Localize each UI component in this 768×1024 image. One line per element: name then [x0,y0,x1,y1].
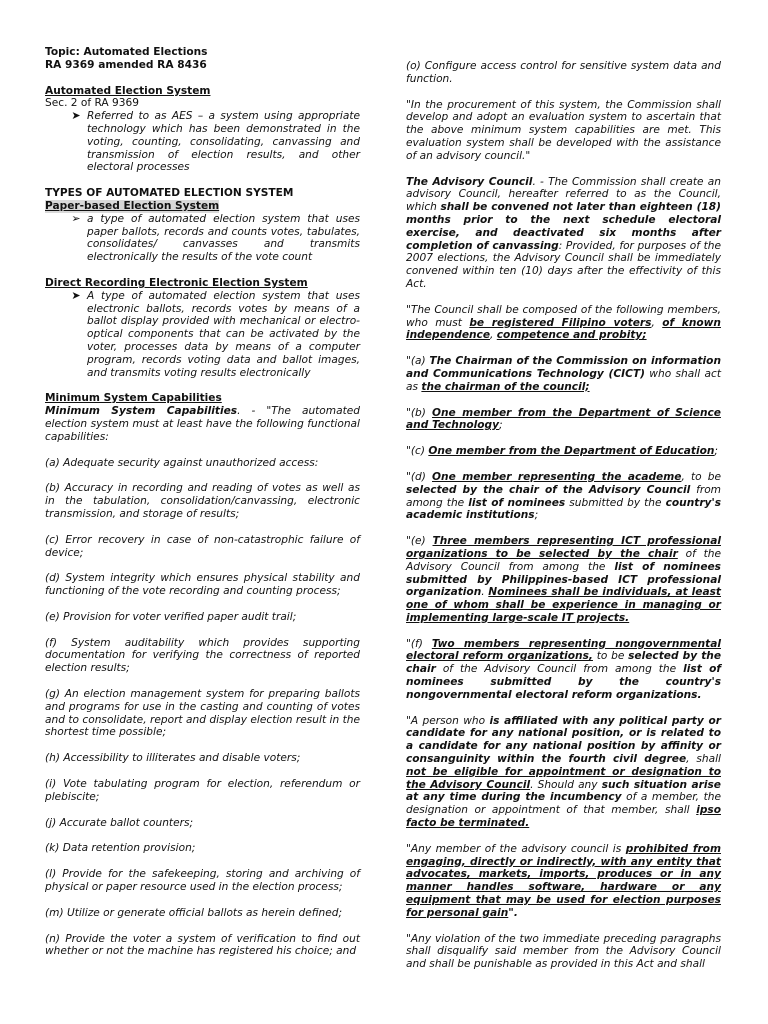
right-column [406,60,721,971]
advisory-council-title: The Advisory Council [406,175,533,188]
member-b: "(b) One member from the Department of Science and Technology; [406,406,721,432]
aes-bullet-text: Referred to as AES – a system using appropriate technology which has been demonstrated in the voting, counting, consolidating, canvassing and transmission of election results, and other electoral processes [87,110,360,174]
ra-line: RA 9369 amended RA 8436 [45,58,207,71]
aes-bullet [45,110,360,174]
list-item: (n) Provide the voter a system of verification to find out whether or not the machine has registered his choice; and [45,932,360,958]
min-heading: Minimum System Capabilities [45,392,222,405]
dre-heading: Direct Recording Electronic Election System [45,276,308,289]
left-column [45,46,360,958]
aes-heading: Automated Election System [45,84,211,97]
paper-heading: Paper-based Election System [45,199,220,212]
dre-bullet [45,290,360,380]
procurement-paragraph: "In the procurement of this system, the Commission shall develop and adopt an evaluation system to ascertain that the above minimum system capabilities are met. This evaluation system shall be developed with the assistance of an advisory council." [406,98,721,162]
aes-section: Sec. 2 of RA 9369 [45,97,139,110]
member-a: "(a) The Chairman of the Commission on information and Communications Technology (CICT) who shall act as the chairman of the council; [406,355,721,393]
triangle-bullet-icon: ➢ [71,211,81,225]
min-intro [45,405,360,443]
list-item: (l) Provide for the safekeeping, storing and archiving of physical or paper resource used in the election process; [45,868,360,894]
eligibility-paragraph: "A person who is affiliated with any political party or candidate for any national position, or is related to a candidate for any national position by affinity or consanguinity within the fourth civil degree, shall not be eligible for appointment or designation to the Advisory Council. Should any such situation arise at any time during the incumbency of a member, the designation or appointment of that member, shall ipso facto be terminated. [406,714,721,830]
list-item: (b) Accuracy in recording and reading of votes as well as in the tabulation, consolidation/canvassing, electronic transmission, and storage of results; [45,482,360,520]
list-item: (f) System auditability which provides supporting documentation for verifying the correctness of reported election results; [45,636,360,675]
composition-paragraph: "The Council shall be composed of the following members, who must be registered Filipino voters, of known independence, competence and probity; [406,303,721,342]
list-item: (c) Error recovery in case of non-catastrophic failure of device; [45,533,360,559]
capabilities-list [45,457,360,959]
advisory-council-paragraph: The Advisory Council. - The Commission shall create an advisory Council, hereafter referred to as the Council, which shall be convened not later than eighteen (18) months prior to the next schedule electoral exercise, and deactivated six months after completion of canvassing: Provided, for purposes of the 2007 elections, the Advisory Council shall be immediately convened within ten (10) days after the effectivity of this Act. [406,175,721,290]
paper-bullet [45,213,360,264]
arrow-bullet-icon: ➤ [71,109,81,123]
list-item: (h) Accessibility to illiterates and disable voters; [45,752,301,765]
dre-bullet-text: A type of automated election system that uses electronic ballots, records votes by means of a ballot display provided with mechanical or electro-optical components that can be activated by the voter, processes data by means of a computer program, records voting data and ballot images, and transmits voting results electronically [87,289,360,379]
prohibition-paragraph: "Any member of the advisory council is prohibited from engaging, directly or indirectly, with any entity that advocates, markets, imports, produces or in any manner handles software, hardware or any equipment that may be used for election purposes for personal gain". [406,842,721,919]
list-item: (g) An election management system for preparing ballots and programs for use in the casting and counting of votes and to consolidate, report and display election result in the shortest time possible; [45,688,360,739]
arrow-bullet-icon: ➤ [71,288,81,302]
list-item: (i) Vote tabulating program for election, referendum or plebiscite; [45,778,360,803]
paper-bullet-text: a type of automated election system that uses paper ballots, records and counts votes, tabulates, consolidates/ canvasses and transmits electronically the results of the vote count [87,212,360,264]
types-heading: TYPES OF AUTOMATED ELECTION SYSTEM [45,187,294,200]
min-lead: Minimum System Capabilities [45,405,238,418]
list-item: (e) Provision for voter verified paper audit trail; [45,610,297,623]
list-item: (k) Data retention provision; [45,842,196,855]
member-d: "(d) One member representing the academe, to be selected by the chair of the Advisory Council from among the list of nominees submitted by the country's academic institutions; [406,470,721,522]
list-item: (m) Utilize or generate official ballots as herein defined; [45,906,343,919]
member-f: "(f) Two members representing nongovernmental electoral reform organizations, to be selected by the chair of the Advisory Council from among the list of nominees submitted by the country's nongovernmental electoral reform organizations. [406,637,721,701]
list-item: (d) System integrity which ensures physical stability and functioning of the vote recording and counting process; [45,572,360,598]
violation-paragraph: "Any violation of the two immediate preceding paragraphs shall disqualify said member from the Advisory Council and shall be punishable as provided in this Act and shall [406,932,721,971]
member-c: "(c) One member from the Department of Education; [406,445,718,458]
item-o: (o) Configure access control for sensitive system data and function. [406,60,721,85]
min-intro-text: . - "The automated election system must at least have the following functional capabilities: [45,405,360,443]
member-e: "(e) Three members representing ICT professional organizations to be selected by the chair of the Advisory Council from among the list of nominees submitted by Philippines-based ICT professional organization. Nominees shall be individuals, at least one of whom shall be experience in managing or implementing large-scale IT projects. [406,535,721,624]
list-item: (j) Accurate ballot counters; [45,816,194,829]
topic-line: Topic: Automated Elections [45,46,208,58]
list-item: (a) Adequate security against unauthorized access: [45,456,319,469]
